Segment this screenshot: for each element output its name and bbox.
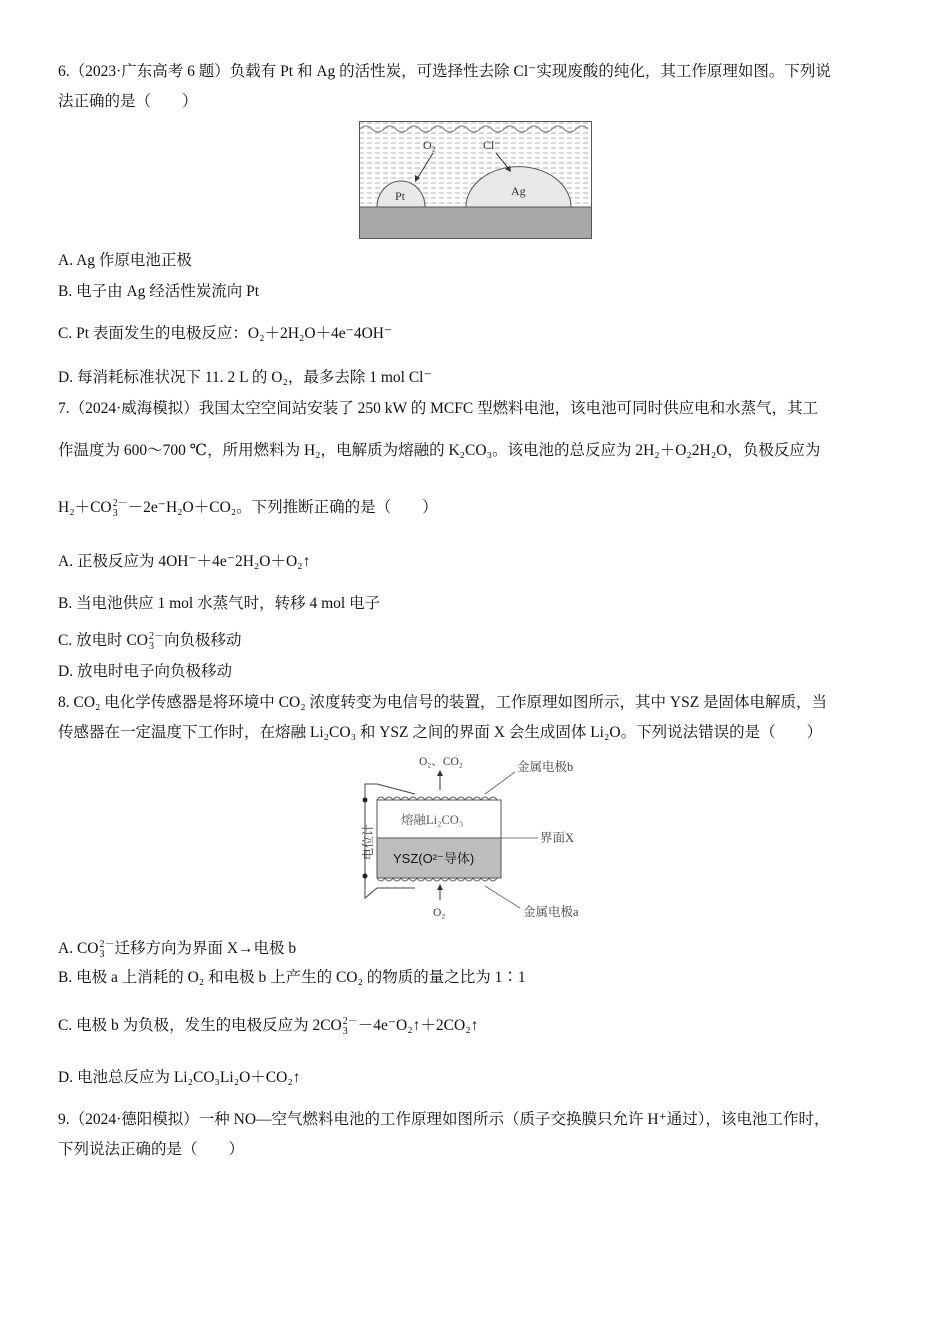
q8-option-d: D. 电池总反应为 Li₂CO₃Li₂O＋CO₂↑ — [58, 1069, 301, 1086]
q7-option-a: A. 正极反应为 4OH⁻＋4e⁻2H₂O＋O₂↑ — [58, 553, 311, 570]
q7-stem-line3 — [58, 494, 438, 519]
q6-stem-line2: 法正确的是（ ） — [58, 93, 198, 110]
q9-stem-line1: 9.（2024·德阳模拟）一种 NO—空气燃料电池的工作原理如图所示（质子交换膜只允许 H⁺通过），该电池工作时， — [58, 1111, 830, 1128]
carbonate-charge: － — [347, 1016, 358, 1027]
q8-option-c-pre: C. 电极 b 为负极，发生的电极反应为 2CO — [58, 1017, 342, 1035]
q9-stem-line2: 下列说法正确的是（ ） — [58, 1141, 245, 1158]
q6-figure-drawing — [359, 121, 592, 239]
q8-fig-potentiometer: 电位计 — [361, 823, 375, 860]
q7-stem-line1: 7.（2024·威海模拟）我国太空空间站安装了 250 kW 的 MCFC 型燃料电池，该电池可同时供应电和水蒸气，其工 — [58, 400, 819, 417]
q6-fig-pt-label: Pt — [395, 189, 406, 203]
q6-option-b: B. 电子由 Ag 经活性炭流向 Pt — [58, 283, 260, 300]
q6-fig-cl-label: Cl⁻ — [483, 138, 501, 152]
carbonate-index: 2 3 — [112, 497, 118, 519]
q6-fig-ag-label: Ag — [511, 184, 526, 198]
q8-option-a-pre: A. CO — [58, 940, 99, 958]
q8-fig-electrode-b: 金属电极b — [517, 760, 574, 774]
q7-option-d: D. 放电时电子向负极移动 — [58, 663, 232, 680]
q8-fig-interface-x: 界面X — [540, 831, 575, 845]
q7-option-c-pre: C. 放电时 CO — [58, 632, 148, 650]
carbonate-index: 2 3 — [149, 630, 154, 652]
carbonate-charge: － — [154, 631, 164, 642]
carbonate-index: 2 3 — [99, 938, 105, 960]
q6-option-a: A. Ag 作原电池正极 — [58, 252, 192, 269]
q8-option-a — [58, 935, 296, 960]
q7-stem-line2: 作温度为 600～700 ℃，所用燃料为 H₂，电解质为熔融的 K₂CO₃。该电池的总反应为 2H₂＋O₂2H₂O，负极反应为 — [58, 442, 821, 459]
q8-stem-line1: 8. CO₂ 电化学传感器是将环境中 CO₂ 浓度转变为电信号的装置，工作原理如图所示，其中 YSZ 是固体电解质，当 — [58, 694, 828, 711]
q6-stem-line1: 6.（2023·广东高考 6 题）负载有 Pt 和 Ag 的活性炭，可选择性去除 Cl⁻实现废酸的纯化，其工作原理如图。下列说 — [58, 63, 831, 80]
q7-line3-post: －2e⁻H₂O＋CO₂。下列推断正确的是（ ） — [127, 499, 438, 517]
q8-fig-electrode-a: 金属电极a — [523, 905, 579, 919]
q8-figure-drawing — [355, 748, 605, 924]
q6-option-d: D. 每消耗标准状况下 11. 2 L 的 O₂，最多去除 1 mol Cl⁻ — [58, 369, 432, 386]
q8-fig-molten-li2co3: 熔融Li₂CO₃ — [401, 813, 464, 827]
q8-fig-bottom-gas: O₂ — [433, 907, 446, 919]
q6-option-c: C. Pt 表面发生的电极反应：O₂＋2H₂O＋4e⁻4OH⁻ — [58, 325, 393, 342]
carbonate-index: 2 3 — [342, 1015, 348, 1037]
q8-figure — [355, 748, 605, 924]
q6-figure — [359, 121, 592, 239]
q8-option-c-post: －4e⁻O₂↑＋2CO₂↑ — [357, 1017, 479, 1035]
carbonate-charge: － — [104, 939, 115, 950]
q6-fig-o2-label: O₂ — [423, 138, 436, 152]
q8-option-c — [58, 1012, 478, 1037]
q8-stem-line2: 传感器在一定温度下工作时，在熔融 Li₂CO₃ 和 YSZ 之间的界面 X 会生成固体 Li₂O。下列说法错误的是（ ） — [58, 724, 823, 741]
q7-line3-pre: H₂＋CO — [58, 499, 112, 517]
q8-option-a-post: 迁移方向为界面 X→电极 b — [114, 940, 297, 958]
q7-option-c-post: 向负极移动 — [164, 632, 242, 650]
q7-option-b: B. 当电池供应 1 mol 水蒸气时，转移 4 mol 电子 — [58, 595, 381, 612]
carbonate-charge: － — [117, 498, 128, 509]
q8-option-b: B. 电极 a 上消耗的 O₂ 和电极 b 上产生的 CO₂ 的物质的量之比为 1∶1 — [58, 969, 526, 986]
q8-fig-top-gas: O₂、CO₂ — [419, 756, 463, 768]
q7-option-c — [58, 627, 242, 652]
q8-fig-ysz: YSZ(O²⁻导体) — [393, 851, 475, 866]
